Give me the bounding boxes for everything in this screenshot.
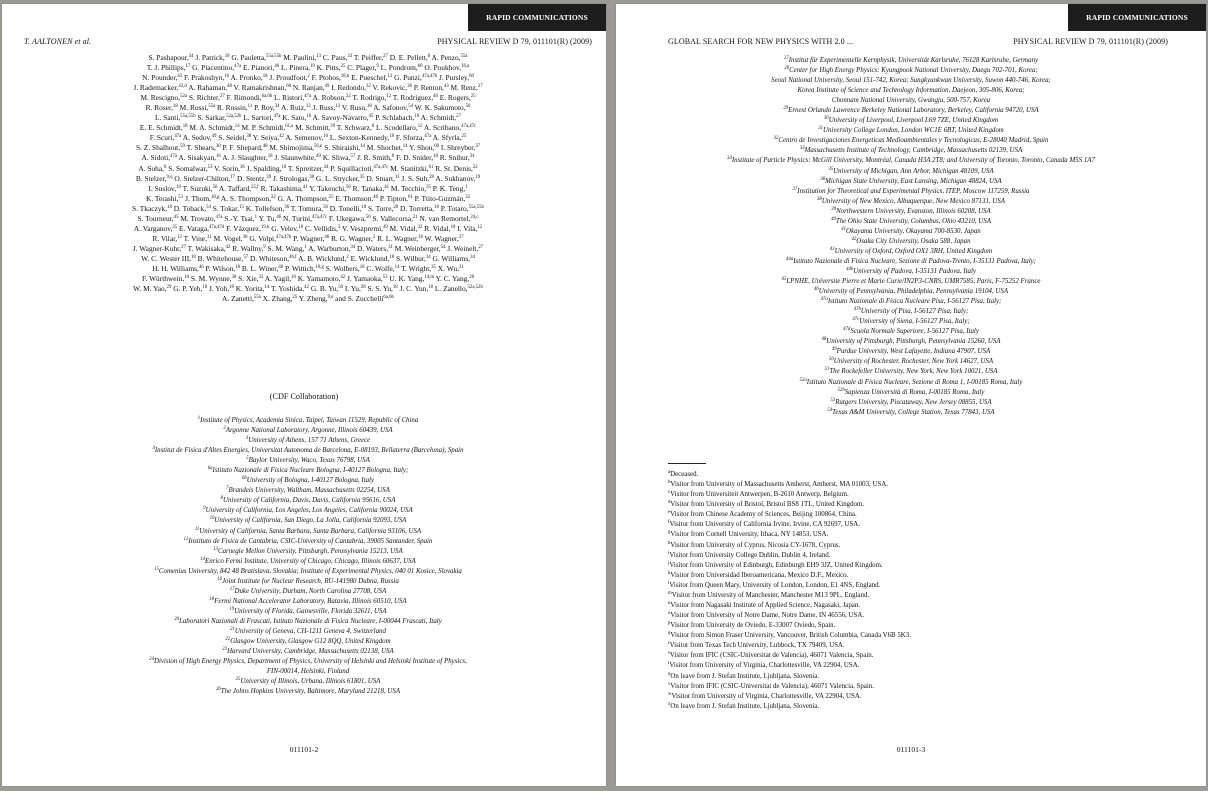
affiliation-line: $^8$University of California, Davis, Davis, California 95616, USA xyxy=(220,496,396,505)
affiliation-line: $^{51}$The Rockefeller University, New York, New York 10021, USA xyxy=(824,367,998,376)
author-line: T. J. Phillips,$^{17}$ G. Piacentino,$^{47a}$ E. Pianori,$^{46}$ L. Pinera,$^{19}$ K. Pitts,$^{25}$ C. Plager,$^9$ L. Pondrom,$^{60}$ O. Poukhov,$^{16,a}$ xyxy=(146,63,470,73)
footnote-line: $^c$Visitor from Universiteit Antwerpen, B-2610 Antwerp, Belgium. xyxy=(668,490,849,499)
author-line: S. Tourneur,$^{45}$ M. Trovato,$^{47a}$ S.-Y. Tsai,$^1$ Y. Tu,$^{46}$ N. Turini,$^{47a,47c}$ F. Ukegawa,$^{56}$ S. Vallecorsa,$^{21}$ N. van Remortel,$^{24,c}$ xyxy=(137,213,479,223)
footnote-line: $^x$On leave from J. Stefan Institute, Ljubljana, Slovenia. xyxy=(668,701,820,710)
affiliation-line: $^{39}$Northwestern University, Evanston, Illinois 60208, USA xyxy=(831,206,991,215)
footnote-line: $^d$Visitor from University of Bristol, Bristol BS8 1TL, United Kingdom. xyxy=(668,500,865,509)
affiliation-line: $^{20}$Laboratori Nazionali di Frascati, Istituto Nazionale di Fisica Nucleare, I-00044 Frascati, Italy xyxy=(174,616,442,625)
footnote-line: $^q$Visitor from Simon Fraser University, Vancouver, British Columbia, Canada V6B 5K3. xyxy=(668,631,911,640)
affiliation-line: $^{44a}$Istituto Nazionale di Fisica Nucleare, Sezione di Padova-Trento, I-35131 Padova, Italy; xyxy=(786,256,1036,265)
affiliation-line: $^{33}$Massachusetts Institute of Technology, Cambridge, Massachusetts 02139, USA xyxy=(799,146,1023,155)
author-line: F. Scuri,$^{47a}$ A. Sedov,$^{49}$ S. Seidel,$^{38}$ Y. Seiya,$^{42}$ A. Semenov,$^{16}$ L. Sexton-Kennedy,$^{18}$ F. Sforza,$^{47a}$ A. Sfyrla,$^{25}$ xyxy=(149,133,467,143)
footnote-line: $^i$Visitor from University College Dublin, Dublin 4, Ireland. xyxy=(668,550,831,559)
footnote-line: $^n$Visitor from Nagasaki Institute of Applied Science, Nagasaki, Japan. xyxy=(668,601,861,610)
author-line: A. Sidoti,$^{47a}$ A. Sisakyan,$^{16}$ A. J. Slaughter,$^{18}$ J. Slaunwhite,$^{40}$ K. Sliwa,$^{57}$ J. R. Smith,$^8$ F. D. Snider,$^{18}$ R. Snihur,$^{34}$ xyxy=(141,153,475,163)
footnote-line: $^a$Deceased. xyxy=(668,470,699,478)
affiliation-line: $^{30}$University of Liverpool, Liverpool L69 7ZE, United Kingdom xyxy=(823,116,999,125)
affiliation-line: $^{45}$LPNHE, Universite Pierre et Marie Curie/IN2P3-CNRS, UMR7585, Paris, F-75252 France xyxy=(781,277,1041,286)
right-page xyxy=(616,4,1206,786)
affiliation-line: $^{48}$University of Pittsburgh, Pittsburgh, Pennsylvania 15260, USA xyxy=(821,337,1001,346)
header-title: GLOBAL SEARCH FOR NEW PHYSICS WITH 2.0 ... xyxy=(668,37,854,46)
affiliation-line: $^{13}$Carnegie Mellon University, Pittsburgh, Pennsylvania 15213, USA xyxy=(213,546,403,555)
affiliation-line: $^{16}$Joint Institute for Nuclear Research, RU-141980 Dubna, Russia xyxy=(217,576,399,585)
author-line: J. Rademacker,$^{43,d}$ A. Rahaman,$^{48}$ V. Ramakrishnan,$^{60}$ N. Ranjan,$^{49}$ I. Redondo,$^{32}$ V. Rekovic,$^{38}$ P. Renton,$^{43}$ M. Renz,$^{27}$ xyxy=(133,83,483,93)
affiliation-line: $^{54}$Texas A&M University, College Station, Texas 77843, USA xyxy=(827,407,995,416)
affiliation-line: $^{38}$University of New Mexico, Albuquerque, New Mexico 87131, USA xyxy=(817,196,1005,205)
author-line: J. Wagner-Kuhr,$^{27}$ T. Wakisaka,$^{42}$ R. Wallny,$^9$ S. M. Wang,$^1$ A. Warburton,$^{34}$ D. Waters,$^{31}$ M. Weinberger,$^{54}$ J. Weinelt,$^{27}$ xyxy=(132,243,484,253)
affiliation-line: $^{6a}$Istituto Nazionale di Fisica Nucleare Bologna, I-40127 Bologna, Italy; xyxy=(207,466,409,475)
affiliation-line: $^{40}$The Ohio State University, Columbus, Ohio 43210, USA xyxy=(831,216,991,225)
author-line: S. Tkaczyk,$^{18}$ D. Toback,$^{54}$ S. Tokar,$^{15}$ K. Tollefson,$^{36}$ T. Tomura,$^{56}$ D. Tonelli,$^{18}$ S. Torre,$^{20}$ D. Torretta,$^{18}$ P. Totaro,$^{55a,55b}$ xyxy=(132,203,484,213)
affiliation-line: $^{15}$Comenius University, 842 48 Bratislava, Slovakia; Institute of Experimental Physics, 040 01 Kosice, Slovakia xyxy=(154,566,462,575)
author-line: W. M. Yao,$^{29}$ G. P. Yeh,$^{18}$ J. Yoh,$^{18}$ K. Yorita,$^{14}$ T. Yoshida,$^{42}$ G. B. Yu,$^{50}$ I. Yu,$^{28}$ S. S. Yu,$^{18}$ J. C. Yun,$^{18}$ L. Zanello,$^{52a,52b}$ xyxy=(133,284,483,294)
footnote-line: $^k$Visitor from Universidad Iberoamericana, Mexico D.F., Mexico. xyxy=(668,570,849,579)
author-line: A. Soha,$^8$ S. Somalwar,$^{53}$ V. Sorin,$^{36}$ J. Spalding,$^{18}$ T. Spreitzer,$^{34}$ P. Squillacioti,$^{47a,47c}$ M. Stanitzki,$^{61}$ R. St. Denis,$^{22}$ xyxy=(138,163,478,173)
author-line: I. Suslov,$^{16}$ T. Suzuki,$^{56}$ A. Taffard,$^{25,f}$ R. Takashima,$^{41}$ Y. Takeuchi,$^{56}$ R. Tanaka,$^{41}$ M. Tecchio,$^{35}$ P. K. Teng,$^1$ xyxy=(148,183,468,193)
affiliation-line: $^{47c}$University of Siena, I-56127 Pisa, Italy; xyxy=(852,317,970,326)
author-line: H. H. Williams,$^{46}$ P. Wilson,$^{18}$ B. L. Winer,$^{40}$ P. Wittich,$^{18,g}$ S. Wolbers,$^{18}$ C. Wolfe,$^{14}$ T. Wright,$^{35}$ X. Wu,$^{21}$ xyxy=(152,263,464,273)
footnote-line: $^h$Visitor from University of Cyprus, Nicosia CY-1678, Cyprus. xyxy=(668,540,841,549)
footnote-line: $^o$Visitor from University of Notre Dame, Notre Dame, IN 46556, USA. xyxy=(668,611,865,620)
footnote-line: $^w$Visitor from University of Virginia, Charlottesville, VA 22904, USA. xyxy=(668,691,862,700)
affiliation-line: $^{47b}$University of Pisa, I-56127 Pisa, Italy; xyxy=(853,307,969,316)
author-line: W. C. Wester III,$^{18}$ B. Whitehouse,$^{57}$ D. Whiteson,$^{46,f}$ A. B. Wicklund,$^2$ E. Wicklund,$^{18}$ S. Wilbur,$^{14}$ G. Williams,$^{34}$ xyxy=(141,253,475,263)
affiliation-list xyxy=(656,56,1166,418)
affiliation-line: Chonnam National University, Gwangju, 500-757, Korea xyxy=(831,97,991,105)
author-line: M. Rescigno,$^{52a}$ S. Richter,$^{27}$ F. Rimondi,$^{6a,6b}$ L. Ristori,$^{47a}$ A. Robson,$^{22}$ T. Rodrigo,$^{12}$ T. Rodriguez,$^{46}$ E. Rogers,$^{25}$ xyxy=(140,93,476,103)
affiliation-list xyxy=(18,416,598,697)
affiliation-line: $^{10}$University of California, San Diego, La Jolla, California 92093, USA xyxy=(209,516,407,525)
header-authors: T. AALTONEN et al. xyxy=(24,37,92,46)
affiliation-line: $^{29}$Ernest Orlando Lawrence Berkeley National Laboratory, Berkeley, California 94720, USA xyxy=(783,106,1039,115)
affiliation-line: $^{43}$University of Oxford, Oxford OX1 3RH, United Kingdom xyxy=(829,246,993,255)
author-line: B. Stelzer,$^{9,q}$ O. Stelzer-Chilton,$^{17}$ D. Stentz,$^{39}$ J. Strologas,$^{38}$ G. L. Strycker,$^{35}$ D. Stuart,$^{11}$ J. S. Suh,$^{28}$ A. Sukhanov,$^{19}$ xyxy=(135,173,481,183)
affiliation-line: $^{31}$University College London, London WC1E 6BT, United Kingdom xyxy=(818,126,1004,135)
affiliation-line: $^{21}$University of Geneva, CH-1211 Geneva 4, Switzerland xyxy=(230,626,386,635)
page-number: 011101-3 xyxy=(896,745,926,754)
footnote-line: $^v$Visitor from IFIC (CSIC-Universitat de Valencia), 46071 Valencia, Spain. xyxy=(668,681,874,690)
affiliation-line: $^{24}$Division of High Energy Physics, Department of Physics, University of Helsinki and Helsinki Institute of Physics, xyxy=(149,657,467,666)
affiliation-line: $^{26}$The Johns Hopkins University, Baltimore, Maryland 21218, USA xyxy=(215,687,401,696)
affiliation-line: $^{32}$Centro de Investigaciones Energeticas Medioambientales y Tecnologicas, E-28040 Madrid, Spain xyxy=(773,136,1049,145)
affiliation-line: $^{17}$Duke University, Durham, North Carolina 27708, USA xyxy=(229,586,387,595)
affiliation-line: $^4$Institut de Fisica d'Altes Energies, Universitat Autonoma de Barcelona, E-08193, Bellaterra (Barcelona), Spain xyxy=(152,446,464,455)
affiliation-line: FIN-00014, Helsinki, Finland xyxy=(266,668,350,676)
affiliation-line: $^7$Brandeis University, Waltham, Massachusetts 02254, USA xyxy=(226,486,390,495)
footnote-rule xyxy=(668,463,706,464)
affiliation-line: $^{49}$Purdue University, West Lafayette, Indiana 47907, USA xyxy=(831,347,991,356)
footnote-line: $^t$Visitor from University of Virginia, Charlottesville, VA 22904, USA. xyxy=(668,661,860,670)
affiliation-line: $^{42}$Osaka City University, Osaka 588, Japan xyxy=(851,236,971,245)
footnote-line: $^r$Visitor from Texas Tech University, Lubbock, TX 79409, USA. xyxy=(668,641,845,650)
affiliation-line: $^{46}$University of Pennsylvania, Philadelphia, Pennsylvania 19104, USA xyxy=(813,287,1009,296)
collaboration-name: (CDF Collaboration) xyxy=(269,392,339,401)
rapid-communications-badge: RAPID COMMUNICATIONS xyxy=(468,4,606,31)
header-journal: PHYSICAL REVIEW D 79, 011101(R) (2009) xyxy=(437,37,592,46)
affiliation-line: $^{36}$Michigan State University, East Lansing, Michigan 48824, USA xyxy=(820,176,1002,185)
affiliation-line: $^{28}$Center for High Energy Physics: Kyungpook National University, Daegu 702-701, Korea; xyxy=(784,66,1038,75)
header-journal: PHYSICAL REVIEW D 79, 011101(R) (2009) xyxy=(1013,37,1168,46)
author-line: L. Santi,$^{55a,55b}$ S. Sarkar,$^{52a,52b}$ L. Sartori,$^{47a}$ K. Sato,$^{18}$ A. Savoy-Navarro,$^{45}$ P. Schlabach,$^{18}$ A. Schmidt,$^{27}$ xyxy=(155,113,461,123)
footnote-line: $^f$Visitor from University of California Irvine, Irvine, CA 92697, USA. xyxy=(668,520,860,529)
affiliation-line: $^{25}$University of Illinois, Urbana, Illinois 61801, USA xyxy=(235,677,381,686)
affiliation-line: $^{53}$Rutgers University, Piscataway, New Jersey 08855, USA xyxy=(830,397,992,406)
rapid-communications-badge: RAPID COMMUNICATIONS xyxy=(1068,4,1206,31)
affiliation-line: $^{11}$University of California, Santa Barbara, Santa Barbara, California 93106, USA xyxy=(194,526,422,535)
affiliation-line: $^2$Argonne National Laboratory, Argonne, Illinois 60439, USA xyxy=(223,426,393,435)
affiliation-line: $^{50}$University of Rochester, Rochester, New York 14627, USA xyxy=(828,357,994,366)
affiliation-line: $^{34}$Institute of Particle Physics: McGill University, Montréal, Canada H3A 2T8; and University of Toronto, Toronto, Canada M5S 1A7 xyxy=(727,156,1095,165)
affiliation-line: $^{52a}$Istituto Nazionale di Fisica Nucleare, Sezione di Roma 1, I-00185 Roma, Italy xyxy=(799,377,1023,386)
affiliation-line: $^{19}$University of Florida, Gainesville, Florida 32611, USA xyxy=(229,606,387,615)
affiliation-line: $^{37}$Institution for Theoretical and Experimental Physics, ITEP, Moscow 117259, Russia xyxy=(792,186,1030,195)
affiliation-line: $^{44b}$University of Padova, I-35131 Padova, Italy xyxy=(846,266,976,275)
affiliation-line: $^3$University of Athens, 157 71 Athens, Greece xyxy=(245,436,371,445)
author-line: A. Zanetti,$^{55a}$ X. Zhang,$^{25}$ Y. Zheng,$^{9,e}$ and S. Zucchelli$^{6a,6b}$ xyxy=(222,294,394,304)
author-line: R. Vilar,$^{12}$ T. Vine,$^{31}$ M. Vogel,$^{38}$ G. Volpi,$^{47a,47b}$ P. Wagner,$^{46}$ R. G. Wagner,$^2$ R. L. Wagner,$^{18}$ W. Wagner,$^{27}$ xyxy=(152,233,464,243)
footnote-line: $^b$Visitor from University of Massachusetts Amherst, Amherst, MA 01003, USA. xyxy=(668,480,888,489)
footnote-line: $^p$Visitor from University de Oviedo, E-33007 Oviedo, Spain. xyxy=(668,621,836,630)
author-line: S. Z. Shalhout,$^{59}$ T. Shears,$^{30}$ P. F. Shepard,$^{48}$ M. Shimojima,$^{56,n}$ S. Shiraishi,$^{14}$ M. Shochet,$^{14}$ Y. Shon,$^{60}$ I. Shreyber,$^{37}$ xyxy=(135,143,481,153)
affiliation-line: $^{23}$Harvard University, Cambridge, Massachusetts 02138, USA xyxy=(222,647,394,656)
affiliation-line: $^{47d}$Scuola Normale Superiore, I-56127 Pisa, Italy xyxy=(843,327,979,336)
affiliation-line: Korea Institute of Science and Technology Information, Daejeon, 305-806, Korea; xyxy=(797,87,1025,95)
footnote-line: $^u$On leave from J. Stefan Institute, Ljubljana, Slovenia. xyxy=(668,671,820,680)
footnote-line: $^e$Visitor from Chinese Academy of Sciences, Beijing 100864, China. xyxy=(668,510,857,519)
affiliation-line: $^9$University of California, Los Angeles, Los Angeles, California 90024, USA xyxy=(203,506,413,515)
author-line: S. Pashapour,$^{34}$ J. Patrick,$^{18}$ G. Pauletta,$^{55a,55b}$ M. Paulini,$^{13}$ C. Paus,$^{33}$ T. Peiffer,$^{27}$ D. E. Pellett,$^8$ A. Penzo,$^{55a}$ xyxy=(148,53,468,62)
author-line: A. Varganov,$^{35}$ E. Vataga,$^{47a,47d}$ F. Vázquez,$^{19,k}$ G. Velev,$^{18}$ C. Vellidis,$^3$ V. Veszpremi,$^{49}$ M. Vidal,$^{32}$ R. Vidal,$^{18}$ I. Vila,$^{12}$ xyxy=(133,223,483,233)
author-line: N. Pounder,$^{43}$ F. Prakoshyn,$^{16}$ A. Pronko,$^{18}$ J. Proudfoot,$^2$ F. Ptohos,$^{18,h}$ E. Pueschel,$^{13}$ G. Punzi,$^{47a,47b}$ J. Pursley,$^{60}$ xyxy=(142,73,474,83)
affiliation-line: $^{52b}$Sapienza Università di Roma, I-00185 Roma, Italy xyxy=(837,387,985,396)
footnote-list xyxy=(668,470,1188,712)
affiliation-line: $^5$Baylor University, Waco, Texas 76798, USA xyxy=(246,456,370,465)
footnote-line: $^m$Visitor from University of Manchester, Manchester M13 9PL, England. xyxy=(668,590,870,599)
affiliation-line: $^{41}$Okayama University, Okayama 700-8530, Japan xyxy=(841,226,981,235)
page-number: 011101-2 xyxy=(289,745,319,754)
footnote-line: $^j$Visitor from University of Edinburgh, Edinburgh EH9 3JZ, United Kingdom. xyxy=(668,560,883,569)
running-header xyxy=(668,37,1168,46)
author-list xyxy=(18,53,598,304)
affiliation-line: $^{18}$Fermi National Accelerator Laboratory, Batavia, Illinois 60510, USA xyxy=(209,596,407,605)
author-line: E. E. Schmidt,$^{18}$ M. A. Schmidt,$^{14}$ M. P. Schmidt,$^{61,a}$ M. Schmitt,$^{39}$ T. Schwarz,$^8$ L. Scodellaro,$^{12}$ A. Scribano,$^{47a,47c}$ xyxy=(139,123,477,133)
author-line: R. Roser,$^{18}$ M. Rossi,$^{55a}$ R. Rossin,$^{11}$ P. Roy,$^{34}$ A. Ruiz,$^{12}$ J. Russ,$^{13}$ V. Rusu,$^{18}$ A. Safonov,$^{54}$ W. K. Sakumoto,$^{50}$ xyxy=(145,103,471,113)
footnote-line: $^l$Visitor from Queen Mary, University of London, London, E1 4NS, England. xyxy=(668,580,881,589)
affiliation-line: $^{27}$Institut für Experimentelle Kernphysik, Universität Karlsruhe, 76128 Karlsruhe, Germany xyxy=(783,56,1039,64)
footnote-line: $^s$Visitor from IFIC (CSIC-Universitat de Valencia), 46071 Valencia, Spain. xyxy=(668,651,874,660)
running-header xyxy=(24,37,592,46)
affiliation-line: $^{22}$Glasgow University, Glasgow G12 8QQ, United Kingdom xyxy=(225,637,391,646)
affiliation-line: $^1$Institute of Physics, Academia Sinica, Taipei, Taiwan 11529, Republic of China xyxy=(197,416,419,424)
affiliation-line: Seoul National University, Seoul 151-742, Korea; Sungkyunkwan University, Suwon 440-746, Korea; xyxy=(771,77,1051,85)
author-line: F. Würthwein,$^{10}$ S. M. Wynne,$^{30}$ S. Xie,$^{33}$ A. Yagil,$^{10}$ K. Yamamoto,$^{42}$ J. Yamaoka,$^{53}$ U. K. Yang,$^{14,m}$ Y. C. Yang,$^{28}$ xyxy=(142,274,474,284)
footnote-line: $^g$Visitor from Cornell University, Ithaca, NY 14853, USA. xyxy=(668,530,829,539)
left-page xyxy=(2,4,606,786)
author-line: K. Terashi,$^{51}$ J. Thom,$^{18,g}$ A. S. Thompson,$^{22}$ G. A. Thompson,$^{25}$ E. Thomson,$^{46}$ P. Tipton,$^{61}$ P. Ttito-Guzmán,$^{32}$ xyxy=(146,193,470,203)
affiliation-line: $^{14}$Enrico Fermi Institute, University of Chicago, Chicago, Illinois 60637, USA xyxy=(200,556,416,565)
affiliation-line: $^{6b}$University of Bologna, I-40127 Bologna, Italy xyxy=(241,476,375,485)
affiliation-line: $^{12}$Instituto de Fisica de Cantabria, CSIC-University of Cantabria, 39005 Santander, Spain xyxy=(183,536,433,545)
affiliation-line: $^{47a}$Istituto Nazionale di Fisica Nucleare Pisa, I-56127 Pisa, Italy; xyxy=(820,297,1002,306)
affiliation-line: $^{35}$University of Michigan, Ann Arbor, Michigan 48109, USA xyxy=(828,166,994,175)
